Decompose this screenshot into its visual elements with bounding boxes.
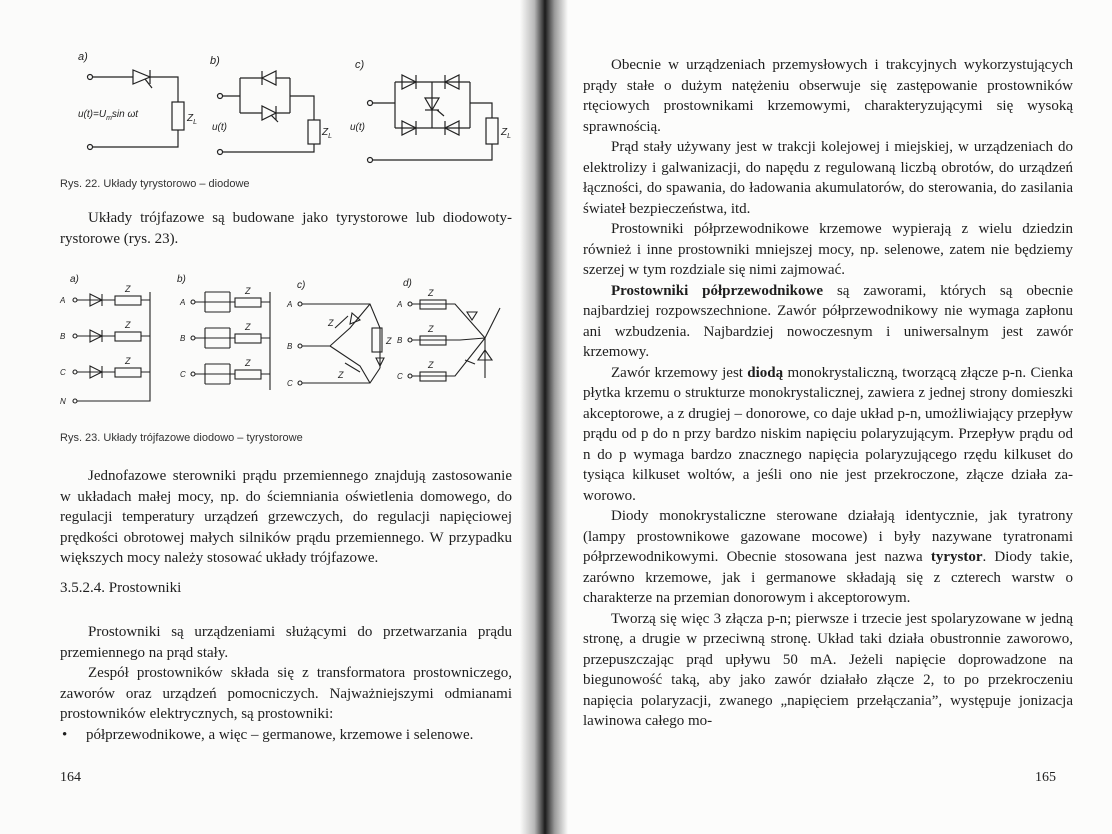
fig23b-load-2: Z <box>245 322 251 332</box>
right-page <box>543 0 1112 834</box>
fig23-phase-b: B <box>60 332 66 341</box>
fig22-caption: Rys. 22. Układy tyrystorowo – diodowe <box>60 178 250 190</box>
para-6-bold: tyrystor <box>930 549 983 565</box>
para-rect1: Prostowniki są urządzeniami służącymi do przetwarzania prądu przemiennego na prąd stały. <box>60 624 512 661</box>
para-rect2: Zespół prostowników składa się z transformatora prostowniczego, zaworów oraz urządzeń pomocniczych. Najważniejszymi odmianami prostowników elektrycznych, są prostowniki: <box>60 665 512 722</box>
para-4 <box>583 281 1073 363</box>
fig23a-load-3: Z <box>125 356 131 366</box>
para-5 <box>583 363 1073 507</box>
para-4-bold: Prostowniki półprzewodnikowe <box>611 282 824 299</box>
fig23b-load-1: Z <box>245 286 251 296</box>
fig22-source-label-c: u(t) <box>350 122 365 133</box>
fig22-load-label-b: $Z_L$ <box>322 127 333 140</box>
fig22-source-label: $u(t)=U_m\sin$ ωt <box>78 109 139 122</box>
fig23b-phase-c: C <box>180 370 186 379</box>
fig22-source-label-b: u(t) <box>212 122 227 133</box>
para-6-rest: . Diody takie, zarówno krzemowe, jak i germanowe składają się z czterech warstw o charakterze na przemian donorowym i akceptorowym. <box>583 549 1073 606</box>
fig23-label-a: a) <box>70 274 79 285</box>
para-3: Prostowniki półprzewodnikowe krzemowe wypierają z wielu dziedzin również i inne prostowniki mniejszej mocy, np. selenowe, zatem nie będziemy szerzej w tym rozdziale się nimi zajmować. <box>583 221 1073 278</box>
fig23d-phase-b: B <box>397 336 403 345</box>
fig23b-phase-b: B <box>180 334 186 343</box>
fig22-label-a: a) <box>78 51 88 63</box>
left-page <box>0 0 543 834</box>
para-5-start: Zawór krzemowy jest <box>611 364 748 381</box>
fig23a-load-2: Z <box>125 320 131 330</box>
para-4-rest: są zaworami, których są obecnie najbardziej rozpowszechnione. Zawór półprzewodnikowy nie wymaga zapłonu ani wzbudzenia. Najbardziej nowoczesnym i uniwersalnym jest zawór krzemowy. <box>583 282 1074 360</box>
figure-22-circuits <box>0 0 540 175</box>
fig23a-load-1: Z <box>125 284 131 294</box>
list-item: • półprzewodnikowe, a więc – germanowe, krzemowe i selenowe. <box>60 725 512 746</box>
rectifiers-text <box>60 622 512 745</box>
book-gutter <box>520 0 568 834</box>
para-2: Prąd stały używany jest w trakcji kolejowej i miejskiej, w urządzeniach do elektrolizy i galwanizacji, do napędu z regulowaną liczbą obrotów, do urządzeń łączności, do spawania, do ładowania akumulatorów, do sterowania, do zasilania świateł bezpieczeństwa, itd. <box>583 139 1073 217</box>
fig23c-phase-a: A <box>287 300 293 309</box>
fig23-caption: Rys. 23. Układy trójfazowe diodowo – tyrystorowe <box>60 432 303 444</box>
fig23b-load-3: Z <box>245 358 251 368</box>
fig23-phase-a: A <box>60 296 66 305</box>
para-controllers: Jednofazowe sterowniki prądu przemiennego znajdują zastosowanie w układach małej mocy, np. do ściemniania oświetlenia domowego, do regulacji temperatury urządzeń grzewczych, do regulacji napięciowej prędkości obrotowej małych silników prądu przemiennego. W przypadku większych mocy należy stosować układy trójfazowe. <box>60 468 512 566</box>
fig23-phase-c: C <box>60 368 66 377</box>
fig23-label-d: d) <box>403 278 412 289</box>
fig23c-load-2: Z <box>386 336 392 346</box>
fig23-label-c: c) <box>297 280 306 291</box>
figure-23-circuits <box>0 268 540 428</box>
fig22-load-label-a: $Z_L$ <box>187 113 198 126</box>
right-text <box>583 55 1073 732</box>
fig23d-load-3: Z <box>428 360 434 370</box>
fig22-label-c: c) <box>355 59 365 71</box>
page-number-left: 164 <box>60 770 81 785</box>
fig23d-load-1: Z <box>428 288 434 298</box>
fig23c-phase-c: C <box>287 379 293 388</box>
fig23c-load-1: Z <box>328 318 334 328</box>
fig23b-phase-a: A <box>180 298 186 307</box>
para-5-rest: monokrystaliczną, tworzącą złącze p-n. Cienka płytka krzemu o strukturze monokrystalicznej, zawiera z jednej strony domieszki akceptorowe, a z drugiej – donorowe, co daje układ p-n, umożliwiający przepływ prądu od p do n przy bardzo niskim napięciu polaryzującym. Przepływ prądu od n do p wymaga bardzo znacznego napięcia polaryzującego rzędu kilkuset do tysiąca kilkuset woltów, a jeśli ono nie jest przekroczone, złącze działa zaworowo. <box>583 364 1073 504</box>
para-5-bold: diodą <box>747 364 784 381</box>
fig23-label-b: b) <box>177 274 186 285</box>
fig22-label-b: b) <box>210 55 220 67</box>
para-6-start: Diody monokrystaliczne sterowane działają identycznie, jak tyratrony (lampy prostownikowe gazowane mocowe) i były nazywane tyratronami półprzewodnikowymi. Obecnie stosowana jest nazwa <box>583 508 1073 565</box>
para-1: Obecnie w urządzeniach przemysłowych i trakcyjnych wykorzystujących prądy stałe o dużym natężeniu obserwuje się zastępowanie prostowników rtęciowych prostownikami krzemowymi, charakteryzującymi się wysoką sprawnością. <box>583 57 1073 135</box>
fig23c-phase-b: B <box>287 342 293 351</box>
para-threephase: Układy trójfazowe są budowane jako tyrystorowe lub diodowotyrystorowe (rys. 23). <box>60 210 512 247</box>
fig23-neutral: N <box>60 397 66 406</box>
para-6 <box>583 506 1073 609</box>
fig23d-phase-a: A <box>397 300 403 309</box>
fig22-load-label-c: $Z_L$ <box>501 127 512 140</box>
fig23c-load-3: Z <box>338 370 344 380</box>
fig23d-load-2: Z <box>428 324 434 334</box>
section-heading: 3.5.2.4. Prostowniki <box>60 580 182 596</box>
para-7: Tworzą się więc 3 złącza p-n; pierwsze i trzecie jest spolaryzowane w jedną stronę, a drugie w przeciwną stronę. Układ taki działa obustronnie zaworowo, przepuszczając prąd upływu 50 mA. Jeżeli napięcie doprowadzone na biegunowość taką, aby jako zawór działało złącze 2, to po przekroczeniu napięcia polaryzacji, zwanego „napięciem przełączania”, występuje jonizacja lawinowa całego mo- <box>583 610 1073 729</box>
page-number-right: 165 <box>1035 770 1056 785</box>
fig23d-phase-c: C <box>397 372 403 381</box>
